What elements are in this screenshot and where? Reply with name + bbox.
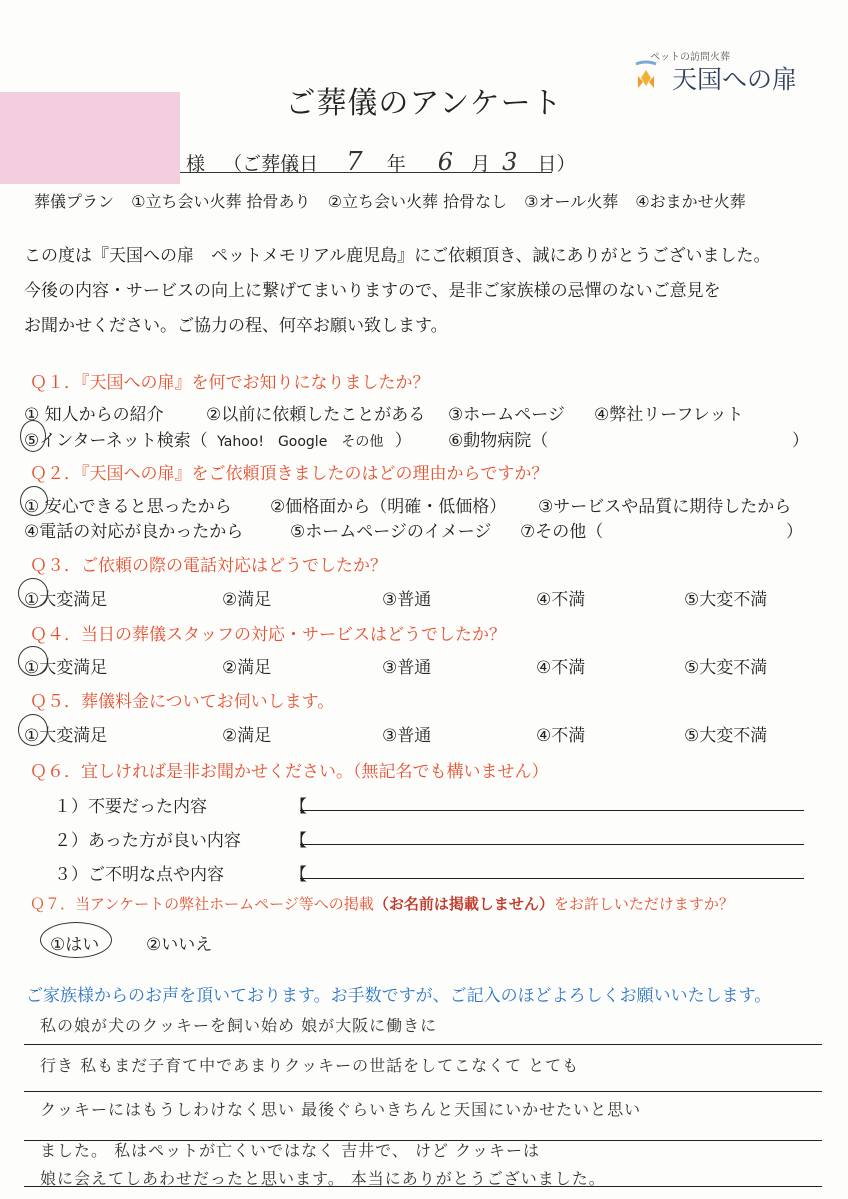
q6-bracket: 【 (290, 865, 307, 885)
q7-no-option[interactable]: ②いいえ (146, 935, 213, 955)
voice-heading: ご家族様からのお声を頂いております。お手数ですが、ご記入のほどよろしくお願いいたします。 (26, 986, 772, 1006)
q7-question-end: をお許しいただけますか？ (553, 895, 734, 913)
q1-option[interactable]: ① 知人からの紹介 (24, 405, 164, 425)
q7-question-bold: （お名前は掲載しません） (373, 895, 554, 913)
plan-option[interactable]: ④おまかせ火葬 (635, 192, 746, 211)
q2-option[interactable]: ⑤ホームページのイメージ (290, 522, 492, 542)
rating-option[interactable]: ①大変満足 (24, 590, 108, 610)
answer-circle (18, 646, 48, 676)
rating-option[interactable]: ⑤大変不満 (684, 590, 768, 610)
q6-item-label: １）不要だった内容 (54, 797, 207, 817)
q3-question: Ｑ３．ご依頼の際の電話対応はどうでしたか？ (30, 556, 387, 576)
q2-option-close: ） (786, 522, 803, 542)
day-value: 3 (502, 148, 518, 176)
month-unit: 月 (471, 153, 491, 175)
q1-option[interactable]: ②以前に依頼したことがある (206, 405, 426, 425)
plan-label: 葬儀プラン (34, 192, 115, 211)
year-unit: 年 (386, 153, 406, 175)
q2-option[interactable]: ① 安心できると思ったから (24, 497, 232, 517)
answer-circle (20, 486, 48, 516)
q7-yes-option[interactable]: ①はい (50, 935, 100, 955)
q1-internet-sub: Yahoo! Google その他 (217, 434, 384, 450)
q2-question: Ｑ２．『天国への扉』をご依頼頂きましたのはどの理由からですか？ (30, 464, 549, 484)
logo-name: 天国への扉 (672, 65, 798, 94)
rating-option[interactable]: ②満足 (222, 726, 272, 746)
q2-option[interactable]: ②価格面から（明確・低価格） (270, 497, 507, 517)
funeral-plan (34, 189, 758, 212)
logo-tagline: ペットの訪問火葬 (650, 52, 730, 63)
rating-option[interactable]: ④不満 (536, 590, 586, 610)
q1-option-label: ⑤インターネット検索（ (24, 431, 208, 451)
q1-option-close: ） (792, 431, 809, 451)
rating-option[interactable]: ③普通 (382, 726, 432, 746)
answer-circle (40, 922, 112, 958)
q2-option[interactable]: ⑦その他（ (520, 522, 604, 542)
year-value: 7 (346, 147, 363, 177)
date-underline (180, 172, 552, 173)
rating-option[interactable]: ②満足 (222, 658, 272, 678)
q6-item-label: ３）ご不明な点や内容 (54, 865, 224, 885)
q6-item-label: ２）あった方が良い内容 (54, 831, 241, 851)
q1-option[interactable]: ③ホームページ (448, 405, 565, 425)
rating-option[interactable]: ⑤大変不満 (684, 726, 768, 746)
plan-option[interactable]: ①立ち会い火葬 拾骨あり (131, 192, 311, 211)
handwritten-line: 娘に会えてしあわせだったと思います。 本当にありがとうございました。 (40, 1169, 606, 1188)
handwritten-line: 私の娘が犬のクッキーを飼い始め 娘が大阪に働きに (40, 1016, 438, 1035)
month-value: 6 (437, 148, 454, 176)
q2-option[interactable]: ③サービスや品質に期待したから (538, 497, 792, 517)
rating-option[interactable]: ③普通 (382, 590, 432, 610)
q6-question: Ｑ６．宜しければ是非お聞かせください。（無記名でも構いません） (30, 762, 549, 782)
q1-option-close: ） (394, 431, 412, 451)
q1-option-vet[interactable]: ⑥動物病院（ (448, 431, 549, 451)
q7-question-start: Ｑ７．当アンケートの弊社ホームページ等への掲載 (30, 895, 374, 913)
answer-circle (18, 578, 48, 608)
q6-answer-line[interactable] (300, 878, 804, 879)
q1-question: Ｑ１．『天国への扉』を何でお知りになりましたか？ (30, 373, 430, 393)
intro-line: この度は『天国への扉 ペットメモリアル鹿児島』にご依頼頂き、誠にありがとうございました。 (24, 246, 771, 266)
date-label: （ご葬儀日 (223, 153, 319, 175)
q6-answer-line[interactable] (300, 810, 804, 811)
rating-option[interactable]: ①大変満足 (24, 726, 108, 746)
rating-option[interactable]: ②満足 (222, 590, 272, 610)
plan-option[interactable]: ②立ち会い火葬 拾骨なし (327, 192, 508, 211)
q6-bracket: 【 (290, 831, 307, 851)
q2-option[interactable]: ④電話の対応が良かったから (24, 522, 244, 542)
q1-option-internet[interactable] (24, 426, 412, 451)
rating-option[interactable]: ③普通 (382, 658, 432, 678)
writing-rule (24, 1044, 822, 1045)
q6-answer-line[interactable] (300, 844, 804, 845)
rating-option[interactable]: ④不満 (536, 658, 586, 678)
rating-option[interactable]: ①大変満足 (24, 658, 108, 678)
q7-question (30, 893, 734, 914)
q5-question: Ｑ５．葬儀料金についてお伺いします。 (30, 692, 335, 712)
day-unit: 日） (537, 153, 576, 175)
intro-line: 今後の内容・サービスの向上に繋げてまいりますので、是非ご家族様の忌憚のないご意見を (24, 281, 721, 301)
writing-rule (24, 1091, 822, 1092)
sama-label: 様 (186, 153, 206, 175)
rating-option[interactable]: ⑤大変不満 (684, 658, 768, 678)
answer-circle (20, 420, 46, 452)
handwritten-line: ました。 私はペットが亡くいではなく 吉井で、 けど クッキーは (40, 1141, 541, 1160)
page-title: ご葬儀のアンケート (285, 86, 563, 121)
handwritten-line: 行き 私もまだ子育て中であまりクッキーの世話をしてこなくて とても (40, 1056, 580, 1075)
plan-option[interactable]: ③オール火葬 (524, 192, 619, 211)
q6-bracket: 【 (290, 797, 307, 817)
rating-option[interactable]: ④不満 (536, 726, 586, 746)
answer-circle (18, 714, 48, 746)
intro-line: お聞かせください。ご協力の程、何卒お願い致します。 (24, 316, 448, 336)
q1-option[interactable]: ④弊社リーフレット (594, 405, 744, 425)
q4-question: Ｑ４．当日の葬儀スタッフの対応・サービスはどうでしたか？ (30, 625, 506, 645)
handwritten-line: クッキーにはもうしわけなく思い 最後ぐらいきちんと天国にいかせたいと思い (40, 1100, 642, 1119)
